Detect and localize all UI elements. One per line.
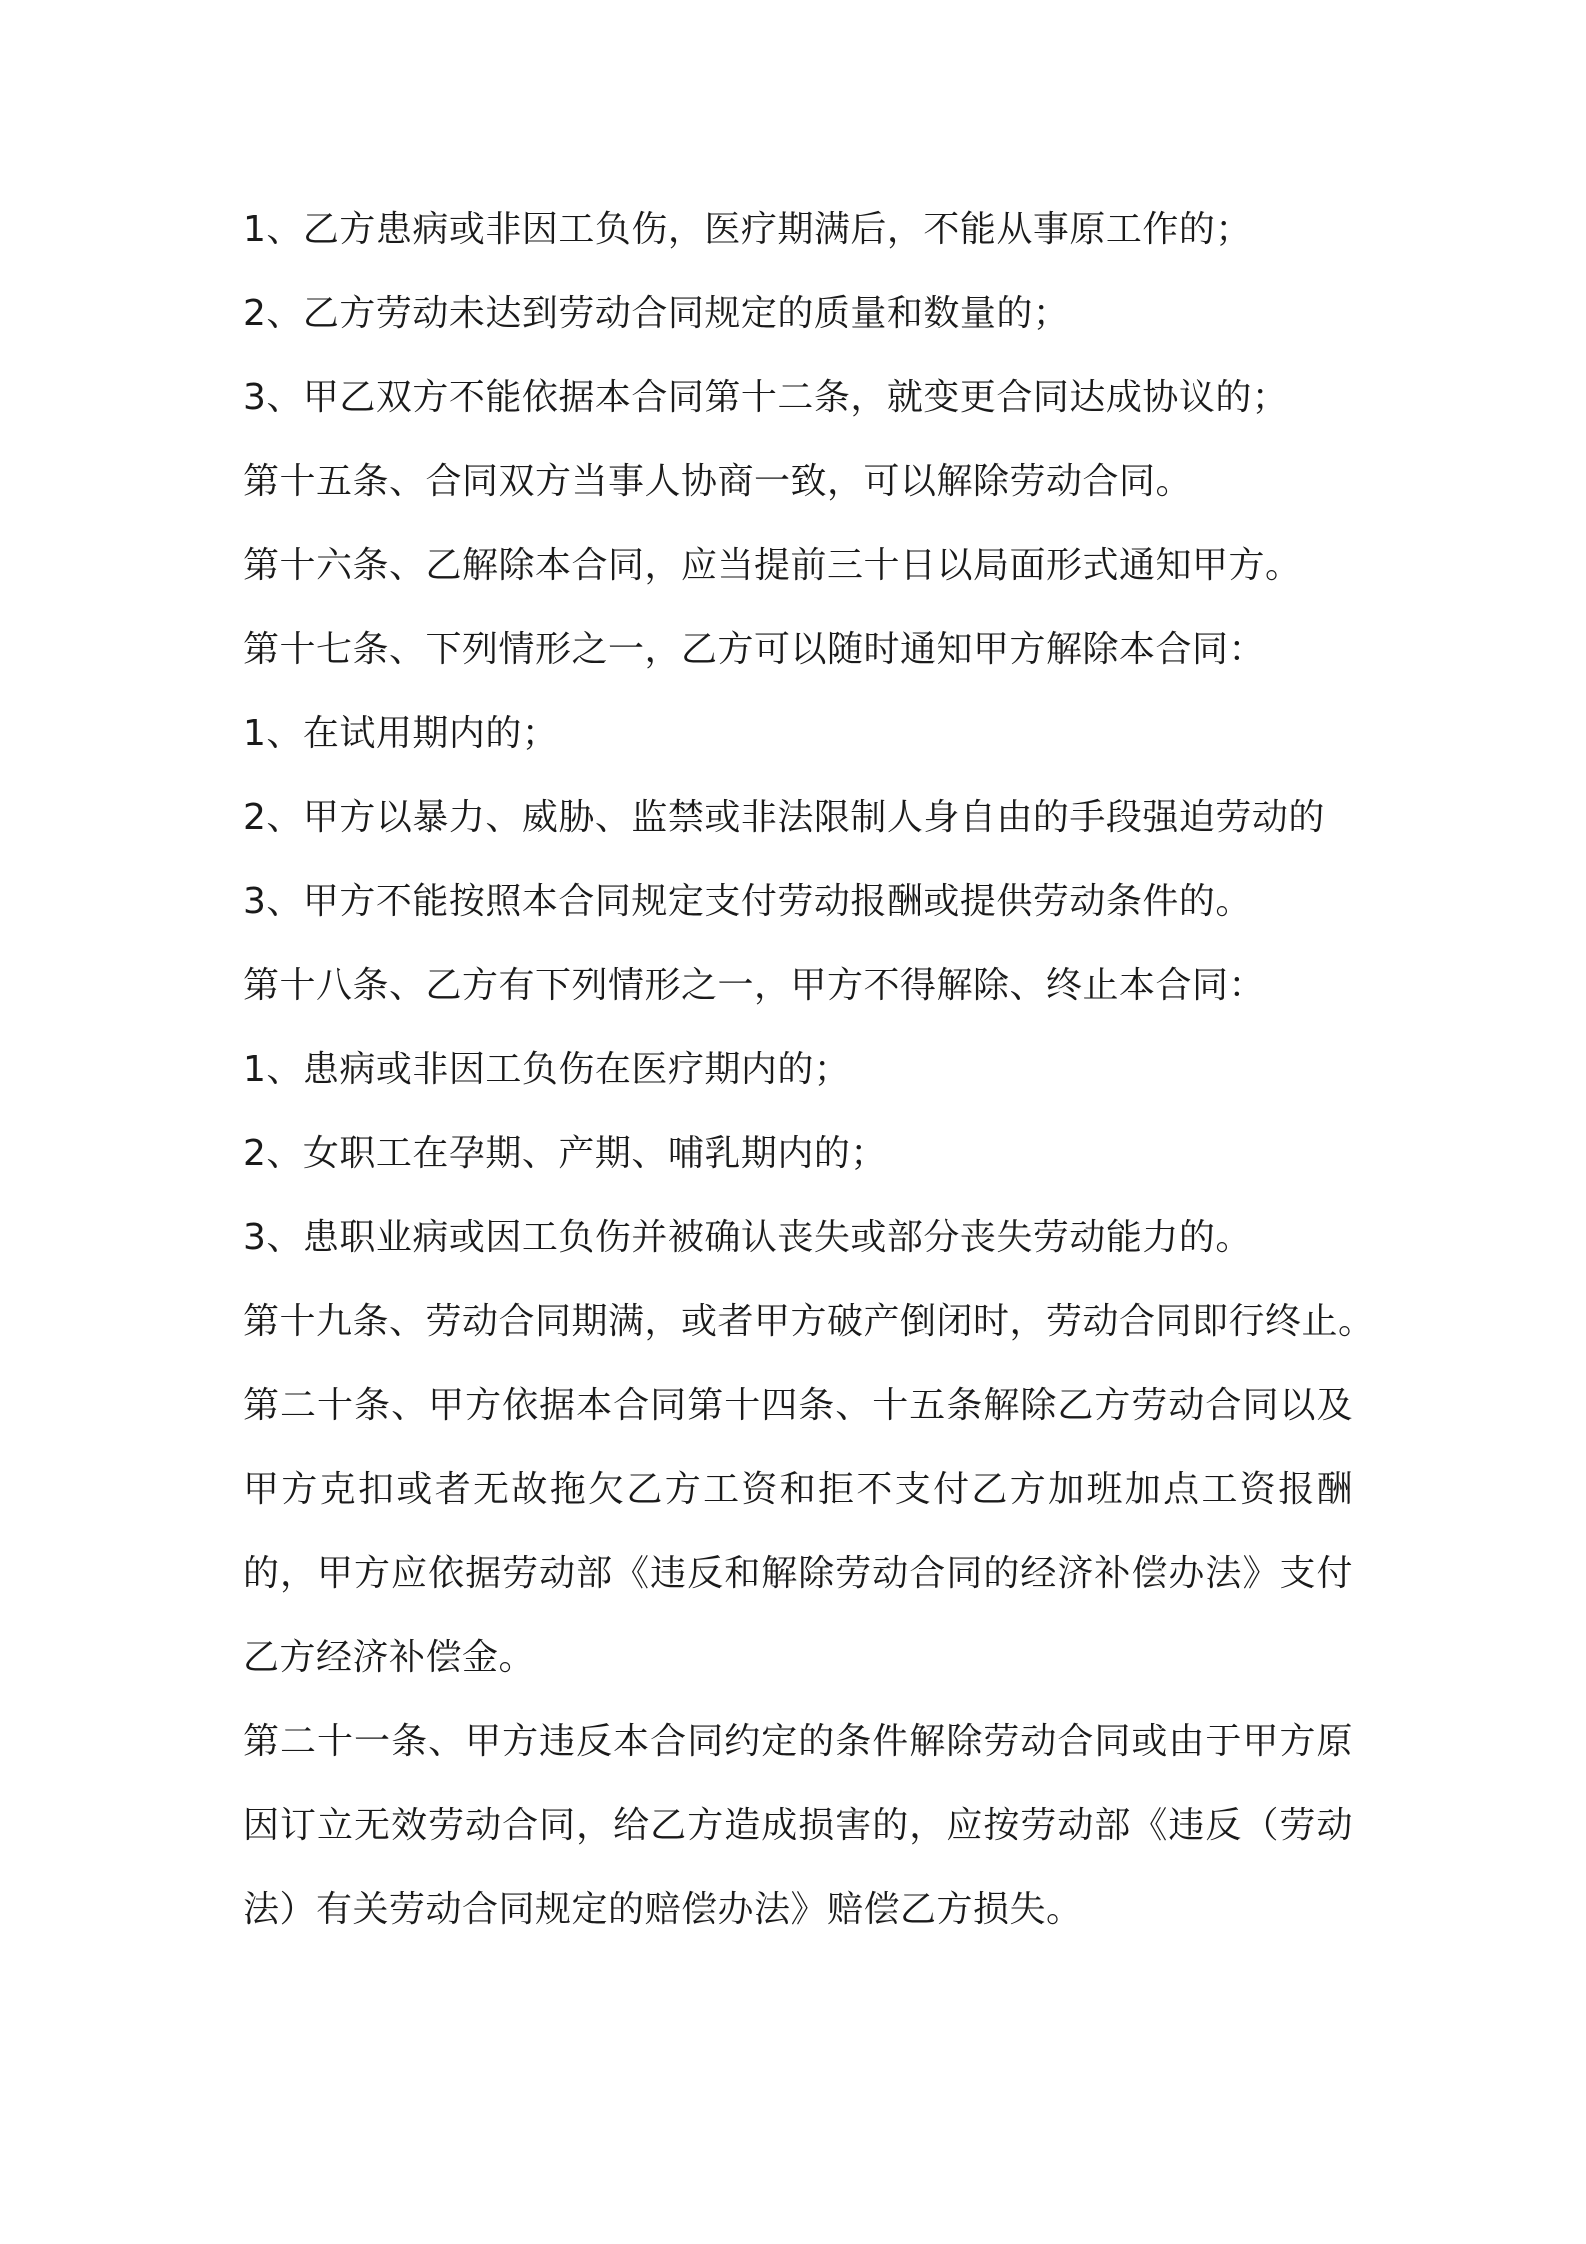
text-line: 1、乙方患病或非因工负伤，医疗期满后，不能从事原工作的； xyxy=(243,209,1252,250)
text-line: 第十九条、劳动合同期满，或者甲方破产倒闭时，劳动合同即行终止。 xyxy=(243,1301,1375,1342)
text-line: 2、女职工在孕期、产期、哺乳期内的； xyxy=(243,1133,887,1174)
text-line: 因订立无效劳动合同，给乙方造成损害的，应按劳动部《违反（劳动 xyxy=(243,1805,1353,1846)
text-line: 第十八条、乙方有下列情形之一，甲方不得解除、终止本合同： xyxy=(243,965,1266,1006)
text-line: 2、甲方以暴力、威胁、监禁或非法限制人身自由的手段强迫劳动的 xyxy=(243,797,1325,838)
text-line: 第十五条、合同双方当事人协商一致，可以解除劳动合同。 xyxy=(243,461,1193,502)
text-line: 的，甲方应依据劳动部《违反和解除劳动合同的经济补偿办法》支付 xyxy=(243,1553,1353,1594)
text-line: 1、患病或非因工负伤在医疗期内的； xyxy=(243,1049,851,1090)
text-line: 第十六条、乙解除本合同，应当提前三十日以局面形式通知甲方。 xyxy=(243,545,1302,586)
text-line: 3、甲乙双方不能依据本合同第十二条，就变更合同达成协议的； xyxy=(243,377,1289,418)
paragraph-article-21 xyxy=(243,1700,1353,1952)
text-line: 1、在试用期内的； xyxy=(243,713,559,754)
document-body xyxy=(243,188,1375,1952)
text-line: 2、乙方劳动未达到劳动合同规定的质量和数量的； xyxy=(243,293,1070,334)
text-line: 第二十一条、甲方违反本合同约定的条件解除劳动合同或由于甲方原 xyxy=(243,1721,1353,1762)
text-line: 甲方克扣或者无故拖欠乙方工资和拒不支付乙方加班加点工资报酬 xyxy=(243,1469,1353,1510)
text-line: 法）有关劳动合同规定的赔偿办法》赔偿乙方损失。 xyxy=(243,1889,1083,1930)
text-line: 第二十条、甲方依据本合同第十四条、十五条解除乙方劳动合同以及 xyxy=(243,1385,1353,1426)
text-line: 乙方经济补偿金。 xyxy=(243,1637,536,1678)
text-line: 3、甲方不能按照本合同规定支付劳动报酬或提供劳动条件的。 xyxy=(243,881,1252,922)
text-line: 3、患职业病或因工负伤并被确认丧失或部分丧失劳动能力的。 xyxy=(243,1217,1252,1258)
paragraph-article-20 xyxy=(243,1364,1353,1700)
text-line: 第十七条、下列情形之一，乙方可以随时通知甲方解除本合同： xyxy=(243,629,1266,670)
